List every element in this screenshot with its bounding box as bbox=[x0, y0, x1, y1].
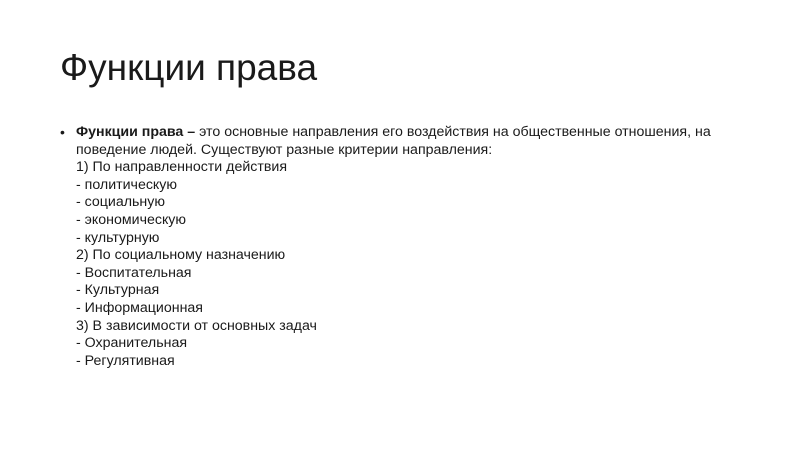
list-line: - экономическую bbox=[76, 211, 187, 228]
list-line: - Регулятивная bbox=[76, 352, 175, 369]
list-line: - Культурная bbox=[76, 282, 160, 299]
slide-body bbox=[60, 124, 740, 370]
list-line: - социальную bbox=[76, 194, 165, 211]
list-line: - культурную bbox=[76, 229, 160, 246]
definition-paragraph bbox=[76, 124, 740, 159]
list-line: - Воспитательная bbox=[76, 264, 192, 281]
bullet-dot-icon: • bbox=[60, 124, 65, 140]
list-line: 2) По социальному назначению bbox=[76, 247, 286, 264]
list-line: 3) В зависимости от основных задач bbox=[76, 317, 317, 334]
slide-title: Функции права bbox=[60, 47, 318, 88]
defined-term: Функции права – bbox=[76, 124, 196, 140]
list-line: - политическую bbox=[76, 176, 178, 193]
list-line: 1) По направленности действия bbox=[76, 159, 288, 176]
definition-text: это основные направления его воздействия на общественные отношения, на поведение людей. Существуют разные критерии направления: bbox=[76, 124, 711, 158]
list-line: - Информационная bbox=[76, 299, 203, 316]
bullet-item bbox=[60, 124, 740, 370]
list-line: - Охранительная bbox=[76, 335, 188, 352]
